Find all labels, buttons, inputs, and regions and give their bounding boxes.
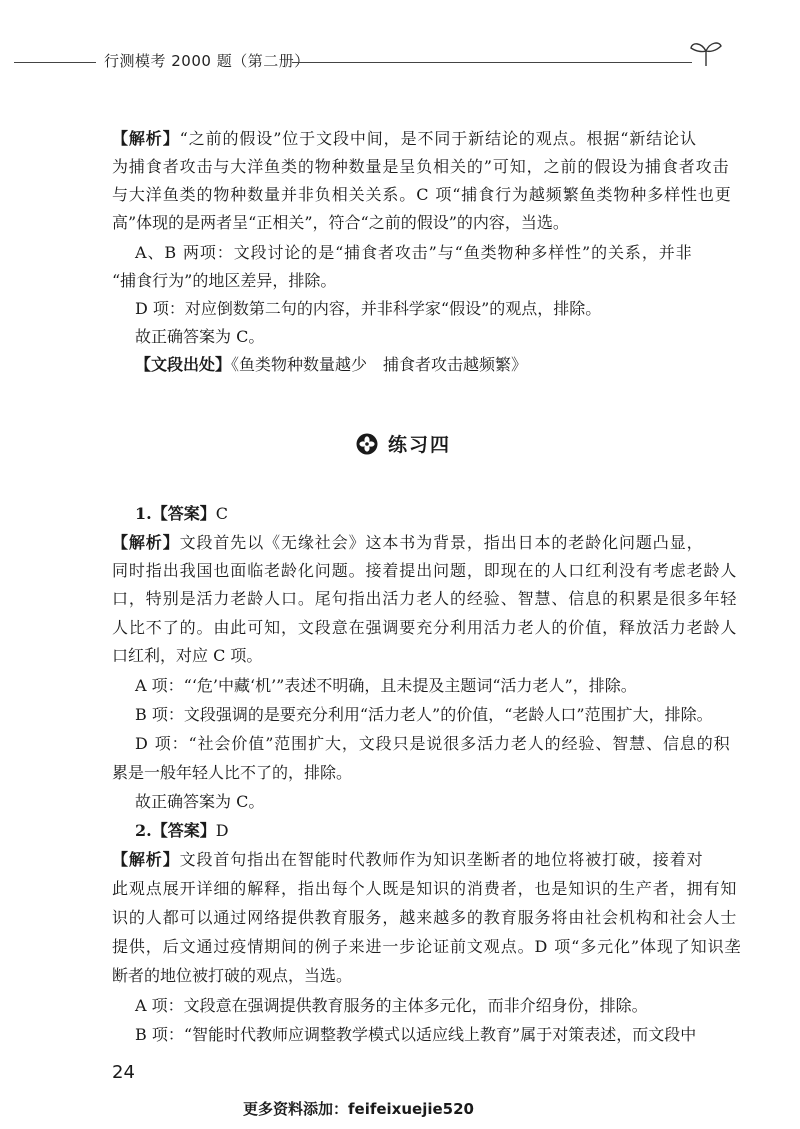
- answer-conclusion: 故正确答案为 C。: [135, 327, 265, 346]
- explanation-line: 【解析】文段首句指出在智能时代教师作为知识垄断者的地位将被打破，接着对: [112, 850, 704, 869]
- explanation-line: 口，特别是活力老龄人口。尾句指出活力老人的经验、智慧、信息的积累是很多年轻: [112, 589, 738, 608]
- page-number: 24: [112, 1062, 135, 1083]
- answer-heading: 2.【答案】D: [135, 821, 229, 840]
- option-analysis-line: 累是一般年轻人比不了的，排除。: [112, 763, 353, 782]
- source-citation: 【文段出处】《鱼类物种数量越少 捕食者攻击越频繁》: [135, 355, 528, 374]
- option-analysis-line: B 项：文段强调的是要充分利用“活力老人”的价值，“老龄人口”范围扩大，排除。: [135, 705, 713, 724]
- header-rule-left: [14, 62, 96, 63]
- header-title: 行测模考 2000 题（第二册）: [104, 52, 310, 70]
- option-analysis-line: A、B 两项：文段讨论的是“捕食者攻击”与“鱼类物种多样性”的关系，并非: [135, 243, 693, 262]
- explanation-line: 口红利，对应 C 项。: [112, 646, 263, 665]
- answer-heading: 1.【答案】C: [135, 504, 228, 523]
- explanation-line: 同时指出我国也面临老龄化问题。接着提出问题，即现在的人口红利没有考虑老龄人: [112, 561, 738, 580]
- answer-conclusion: 故正确答案为 C。: [135, 792, 265, 811]
- footer-note: 更多资料添加：feifeixuejie520: [243, 1100, 474, 1118]
- explanation-line: 为捕食者攻击与大洋鱼类的物种数量是呈负相关的”可知，之前的假设为捕食者攻击: [112, 157, 730, 176]
- option-analysis-line: A 项：“‘危’中藏‘机’”表述不明确，且未提及主题词“活力老人”，排除。: [135, 676, 637, 695]
- option-analysis-line: “捕食行为”的地区差异，排除。: [112, 271, 337, 290]
- option-analysis-line: A 项：文段意在强调提供教育服务的主体多元化，而非介绍身份，排除。: [135, 996, 648, 1015]
- section-title: 练习四: [388, 434, 452, 456]
- explanation-line: 识的人都可以通过网络提供教育服务，越来越多的教育服务将由社会机构和社会人士: [112, 908, 738, 927]
- header-rule-right: [292, 62, 692, 63]
- running-header: [0, 40, 800, 80]
- explanation-line: 【解析】文段首先以《无缘社会》这本书为背景，指出日本的老龄化问题凸显，: [112, 533, 704, 552]
- explanation-line: 提供，后文通过疫情期间的例子来进一步论证前文观点。D 项“多元化”体现了知识垄: [112, 937, 742, 956]
- explanation-line: 断者的地位被打破的观点，当选。: [112, 966, 353, 985]
- explanation-line: 与大洋鱼类的物种数量并非负相关关系。C 项“捕食行为越频繁鱼类物种多样性也更: [112, 185, 732, 204]
- explanation-line: 【解析】“之前的假设”位于文段中间，是不同于新结论的观点。根据“新结论认: [112, 129, 697, 148]
- explanation-line: 人比不了的。由此可知，文段意在强调要充分利用活力老人的价值，释放活力老龄人: [112, 618, 738, 637]
- explanation-line: 此观点展开详细的解释，指出每个人既是知识的消费者，也是知识的生产者，拥有知: [112, 879, 738, 898]
- option-analysis-line: D 项：“社会价值”范围扩大，文段只是说很多活力老人的经验、智慧、信息的积: [135, 734, 731, 753]
- sprout-icon: [688, 38, 724, 68]
- flower-icon: [356, 433, 378, 455]
- explanation-line: 高”体现的是两者呈“正相关”，符合“之前的假设”的内容，当选。: [112, 213, 569, 232]
- option-analysis-line: D 项：对应倒数第二句的内容，并非科学家“假设”的观点，排除。: [135, 299, 602, 318]
- option-analysis-line: B 项：“智能时代教师应调整教学模式以适应线上教育”属于对策表述，而文段中: [135, 1025, 697, 1044]
